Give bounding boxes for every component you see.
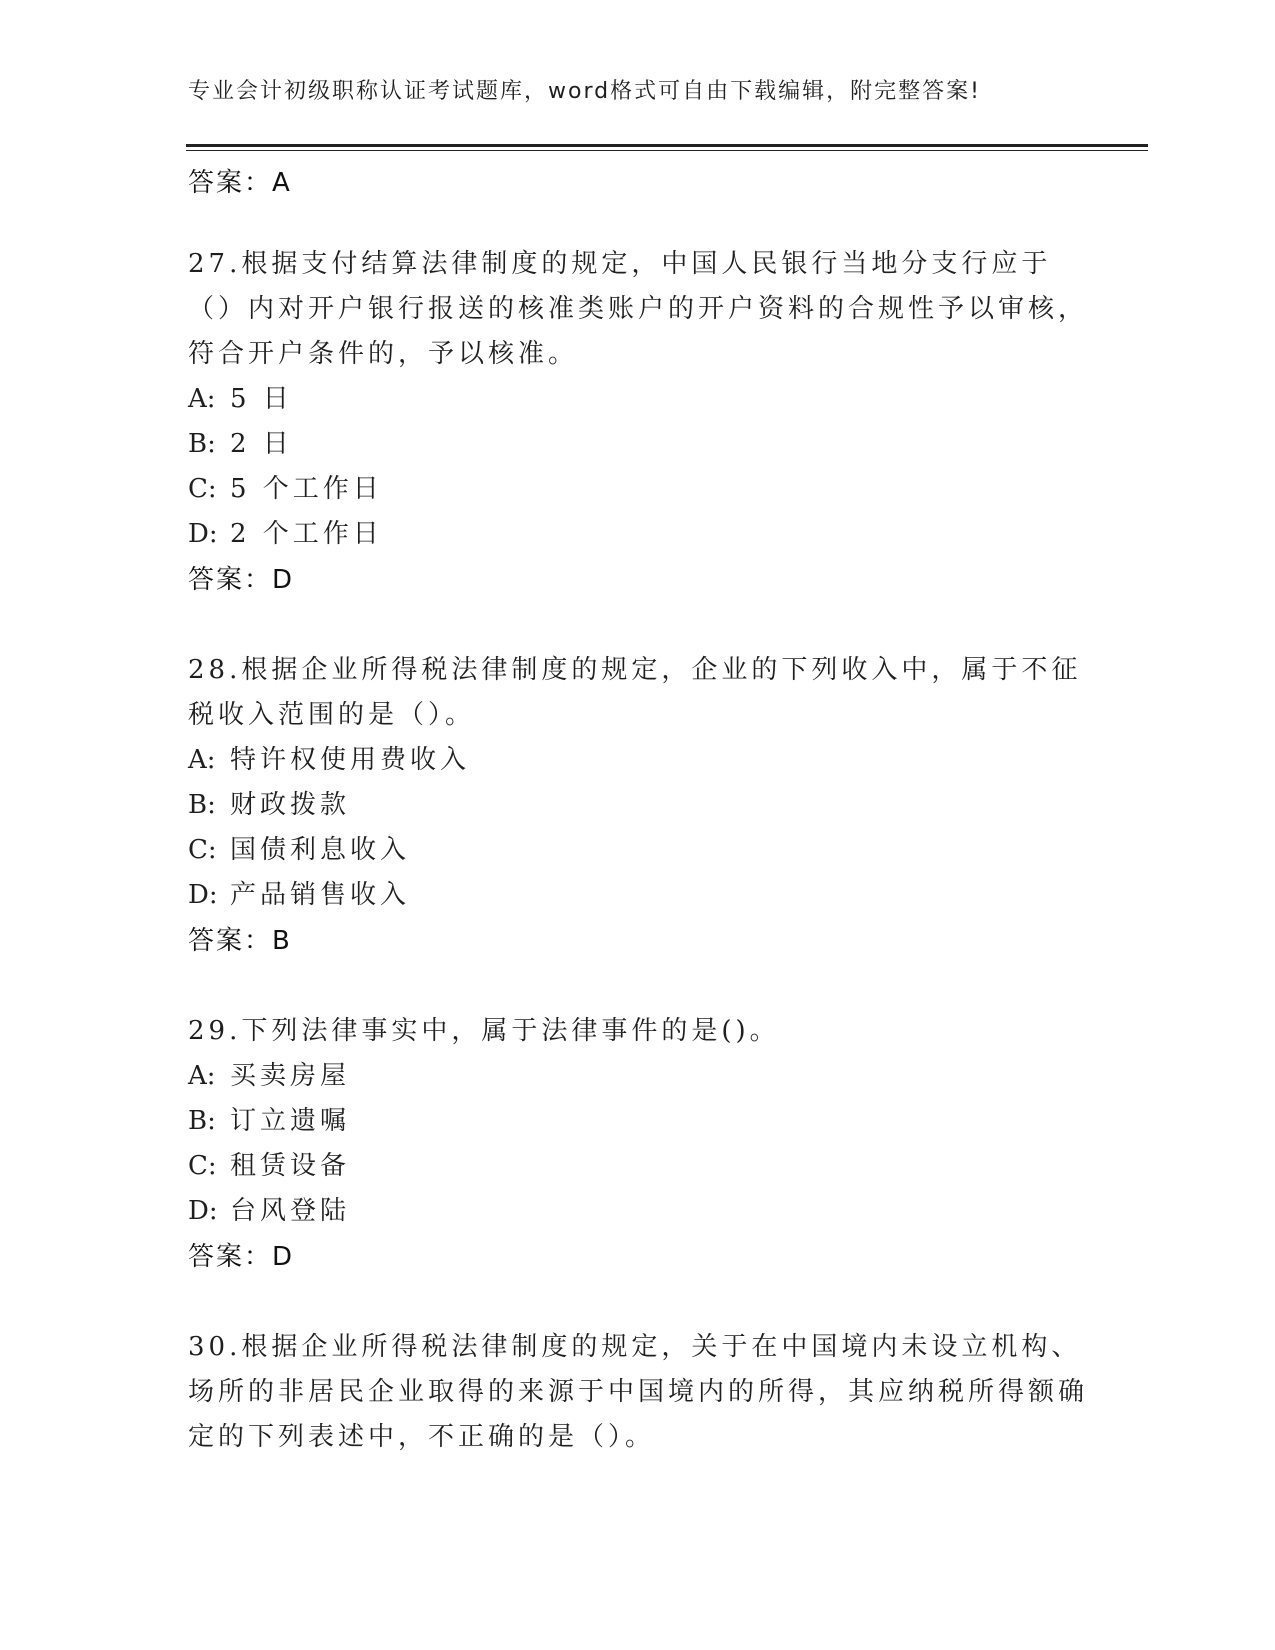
option-letter: D: [188,1196,218,1226]
option-text: 5 个工作日 [230,474,383,504]
question-stem: 29.下列法律事实中，属于法律事件的是()。 [188,1016,780,1046]
option-text: 台风登陆 [230,1196,351,1226]
option-letter: D: [188,880,218,910]
header-rule-thick [186,144,1148,147]
question-stem: 27.根据支付结算法律制度的规定，中国人民银行当地分支行应于（）内对开户银行报送的核准类账户的开户资料的合规性予以审核，符合开户条件的，予以核准。 [188,249,1089,369]
question-content [188,160,1088,1460]
question-27 [188,242,1088,603]
option-text: 特许权使用费收入 [230,745,471,775]
question-stem: 30.根据企业所得税法律制度的规定，关于在中国境内未设立机构、场所的非居民企业取得的来源于中国境内的所得，其应纳税所得额确定的下列表述中，不正确的是（）。 [188,1332,1089,1452]
option-a [188,1054,1088,1099]
option-text: 订立遗嘱 [230,1106,351,1136]
answer-line [188,557,1088,603]
option-letter: B: [188,429,216,459]
question-28 [188,648,1088,964]
header-rule-thin [186,150,1148,151]
option-letter: A: [188,384,216,414]
answer-value: A [272,168,290,198]
option-a [188,738,1088,783]
option-d [188,1189,1088,1234]
option-letter: A: [188,1061,216,1091]
option-c [188,1144,1088,1189]
option-b [188,1099,1088,1144]
option-text: 国债利息收入 [230,835,411,865]
option-text: 租赁设备 [230,1151,351,1181]
option-a [188,377,1088,422]
option-d [188,873,1088,918]
answer-line [188,160,1088,206]
question-stem: 28.根据企业所得税法律制度的规定，企业的下列收入中，属于不征税收入范围的是（）。 [188,655,1082,730]
answer-label: 答案： [188,565,273,595]
option-letter: A: [188,745,216,775]
question-29 [188,1009,1088,1280]
option-text: 5 日 [230,384,293,414]
option-d [188,512,1088,557]
option-letter: B: [188,1106,216,1136]
option-text: 买卖房屋 [230,1061,351,1091]
page-header: 专业会计初级职称认证考试题库，word格式可自由下载编辑，附完整答案! [188,79,981,104]
answer-label: 答案： [188,1242,273,1272]
option-letter: C: [188,474,217,504]
answer-line [188,1234,1088,1280]
option-letter: C: [188,1151,217,1181]
answer-value: D [272,1242,293,1272]
option-letter: C: [188,835,217,865]
option-letter: D: [188,519,218,549]
option-text: 2 个工作日 [230,519,383,549]
option-text: 财政拨款 [230,790,351,820]
option-text: 2 日 [230,429,293,459]
option-c [188,828,1088,873]
option-letter: B: [188,790,216,820]
option-b [188,783,1088,828]
answer-label: 答案： [188,926,273,956]
option-b [188,422,1088,467]
answer-line [188,918,1088,964]
answer-value: D [272,565,293,595]
question-30 [188,1325,1088,1460]
option-text: 产品销售收入 [230,880,411,910]
option-c [188,467,1088,512]
answer-label: 答案： [188,168,273,198]
answer-value: B [272,926,290,956]
